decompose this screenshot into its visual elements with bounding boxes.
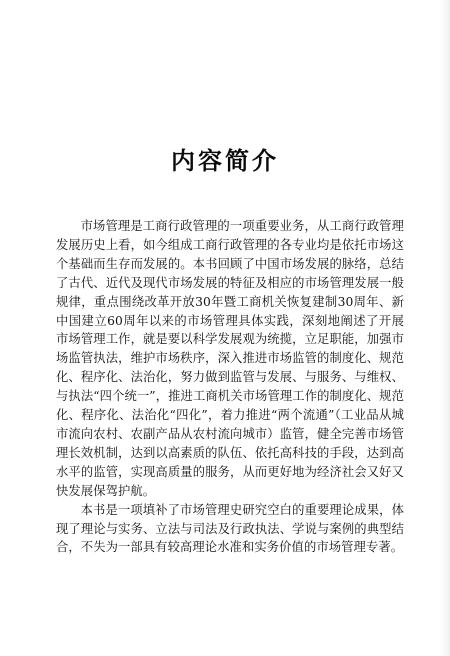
- body-text: [56, 217, 404, 557]
- scan-edge-shadow: [440, 0, 450, 656]
- paragraph-1: 市场管理是工商行政管理的一项重要业务，从工商行政管理发展历史上看，如今组成工商行政管理的各专业均是依托市场这个基础而生存而发展的。本书回顾了中国市场发展的脉络，总结了古代、近代及现代市场发展的特征及相应的市场管理发展一般规律，重点围绕改革开放30年暨工商机关恢复建制30周年、新中国建立60周年以来的市场管理具体实践，深刻地阐述了开展市场管理工作，就是要以科学发展观为统揽，立足职能，加强市场监管执法，维护市场秩序，深入推进市场监管的制度化、规范化、程序化、法治化，努力做到监管与发展、与服务、与维权、与执法“四个统一”，推进工商机关市场管理工作的制度化、规范化、程序化、法治化“四化”，着力推进“两个流通”（工业品从城市流向农村、农副产品从农村流向城市）监管，健全完善市场管理长效机制，达到以高素质的队伍、依托高科技的手段，达到高水平的监管，实现高质量的服务，从而更好地为经济社会又好又快发展保驾护航。: [56, 219, 404, 498]
- paragraph-2: 本书是一项填补了市场管理史研究空白的重要理论成果，体现了理论与实务、立法与司法及行政执法、学说与案例的典型结合，不失为一部具有较高理论水准和实务价值的市场管理专著。: [56, 502, 404, 555]
- page-title: 内容简介: [171, 147, 279, 175]
